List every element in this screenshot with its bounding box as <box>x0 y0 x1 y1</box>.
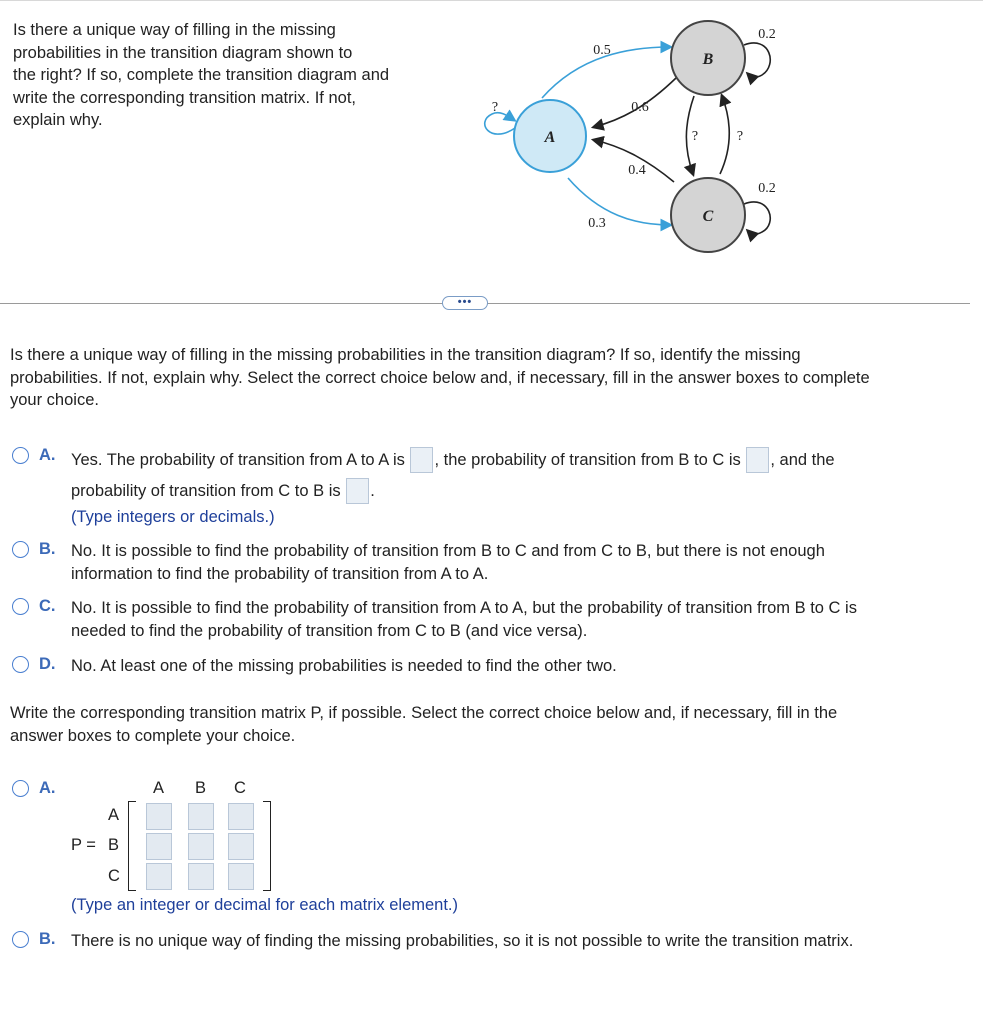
label-c-to-a: 0.4 <box>628 163 646 178</box>
a-to-a-answer-box[interactable] <box>410 447 433 473</box>
node-c-label: C <box>702 208 714 225</box>
b-to-c-answer-box[interactable] <box>746 447 769 473</box>
c-to-b-answer-box[interactable] <box>346 478 369 504</box>
top-divider <box>0 0 983 1</box>
part1-choice-a-hint: (Type integers or decimals.) <box>71 508 275 526</box>
choice-text: probability of transition from C to B is <box>71 482 341 500</box>
intro-line: Is there a unique way of filling in the missing <box>13 21 336 39</box>
expand-button[interactable]: ••• <box>442 296 488 310</box>
choice-text: No. It is possible to find the probability of transition from A to A, but the probability of transition from B to C is <box>71 599 857 617</box>
part1-choice-d-text <box>71 655 961 678</box>
matrix-cell-bc[interactable] <box>228 833 254 860</box>
edge-c-to-c <box>744 202 770 234</box>
part1-choice-c-letter: C. <box>39 597 56 615</box>
matrix-cell-ac[interactable] <box>228 803 254 830</box>
problem-statement <box>13 19 443 132</box>
choice-text: No. At least one of the missing probabilities is needed to find the other two. <box>71 657 617 675</box>
choice-text: needed to find the probability of transition from C to B (and vice versa). <box>71 621 588 640</box>
node-b-label: B <box>702 51 714 68</box>
part1-choice-c-radio[interactable] <box>12 598 29 615</box>
matrix-cell-ab[interactable] <box>188 803 214 830</box>
part1-choice-d-letter: D. <box>39 655 56 673</box>
edge-a-to-a <box>485 113 515 134</box>
edge-b-to-b <box>744 43 770 77</box>
matrix-p-label: P = <box>71 836 96 854</box>
question-line: your choice. <box>10 391 99 409</box>
question-line: answer boxes to complete your choice. <box>10 726 296 745</box>
part1-choice-b-radio[interactable] <box>12 541 29 558</box>
choice-text: , and the <box>770 451 835 469</box>
transition-diagram <box>470 10 800 270</box>
matrix-row-header: B <box>108 836 120 854</box>
edge-a-to-c <box>568 178 670 225</box>
matrix-cell-aa[interactable] <box>146 803 172 830</box>
matrix-cell-cb[interactable] <box>188 863 214 890</box>
part1-choice-b-letter: B. <box>39 540 56 558</box>
part1-question <box>10 344 970 412</box>
part1-choice-c-text <box>71 597 961 642</box>
part2-question <box>10 702 970 747</box>
matrix-row-header: A <box>108 806 120 824</box>
part2-choice-a-radio[interactable] <box>12 780 29 797</box>
part1-choice-a-text-cont <box>71 478 961 504</box>
label-a-to-b: 0.5 <box>593 43 611 58</box>
label-c-to-c: 0.2 <box>758 181 776 196</box>
intro-line: write the corresponding transition matrix. If not, <box>13 88 356 107</box>
part1-choice-b-text <box>71 540 961 585</box>
question-line: Is there a unique way of filling in the missing probabilities in the transition diagram? If so, identify the missing <box>10 346 801 364</box>
label-b-to-a: 0.6 <box>631 100 649 115</box>
choice-text: information to find the probability of transition from A to A. <box>71 564 489 583</box>
label-a-to-c: 0.3 <box>588 216 606 231</box>
question-line: Write the corresponding transition matrix P, if possible. Select the correct choice below and, if necessary, fill in the <box>10 704 838 722</box>
part1-choice-a-text <box>71 447 961 473</box>
matrix-right-bracket <box>263 801 271 891</box>
choice-text: There is no unique way of finding the missing probabilities, so it is not possible to write the transition matrix. <box>71 932 854 950</box>
part2-choice-b-letter: B. <box>39 930 56 948</box>
intro-line: the right? If so, complete the transition diagram and <box>13 66 390 84</box>
part2-choice-b-radio[interactable] <box>12 931 29 948</box>
choice-text: No. It is possible to find the probability of transition from B to C and from C to B, but there is not enough <box>71 542 825 560</box>
part2-choice-a-letter: A. <box>39 779 56 797</box>
matrix-col-header: B <box>195 779 207 797</box>
part1-choice-a-radio[interactable] <box>12 447 29 464</box>
matrix-row-header: C <box>108 867 120 885</box>
matrix-cell-cc[interactable] <box>228 863 254 890</box>
part1-choice-a-letter: A. <box>39 446 56 464</box>
choice-text: Yes. The probability of transition from A to A is <box>71 451 405 469</box>
label-c-to-b: ? <box>736 129 744 144</box>
node-a-label: A <box>544 129 556 146</box>
part1-choice-d-radio[interactable] <box>12 656 29 673</box>
part2-choice-a-hint: (Type an integer or decimal for each matrix element.) <box>71 896 459 914</box>
intro-line: probabilities in the transition diagram shown to <box>13 43 353 62</box>
label-a-to-a: ? <box>491 100 499 115</box>
matrix-cell-bb[interactable] <box>188 833 214 860</box>
matrix-col-header: A <box>153 779 165 797</box>
choice-text: , the probability of transition from B to C is <box>434 451 741 469</box>
choice-text: . <box>370 482 375 500</box>
edge-c-to-b <box>720 96 729 174</box>
label-b-to-b: 0.2 <box>758 27 776 42</box>
label-b-to-c: ? <box>691 129 699 144</box>
intro-line: explain why. <box>13 111 103 129</box>
matrix-cell-ba[interactable] <box>146 833 172 860</box>
part2-choice-b-text <box>71 930 961 953</box>
matrix-left-bracket <box>128 801 136 891</box>
question-line: probabilities. If not, explain why. Select the correct choice below and, if necessary, fill in the answer boxes to complete <box>10 368 870 387</box>
matrix-cell-ca[interactable] <box>146 863 172 890</box>
matrix-col-header: C <box>234 779 246 797</box>
